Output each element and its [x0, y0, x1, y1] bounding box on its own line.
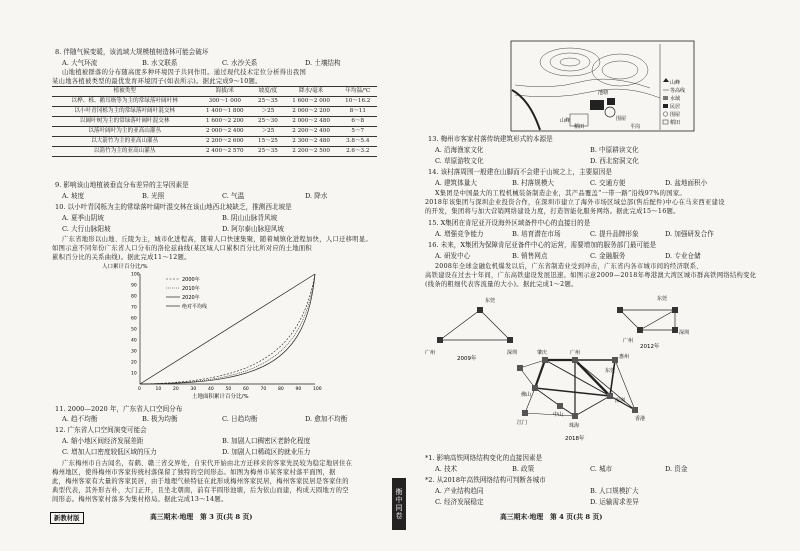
- table-row: 以桦、栎、鹅耳枥等为主的常绿落叶阔叶林 300～1 000 25～35 1 600～2 000 10～16.2: [52, 96, 377, 106]
- p2-stem: *2. 从2018年高铁网络结构可判断各城市: [425, 476, 546, 484]
- x-tick-label: 80: [278, 387, 284, 392]
- city-node: [672, 327, 678, 333]
- q16-opt-b[interactable]: B. 销售网点: [512, 252, 548, 260]
- p1-opt-c[interactable]: C. 城市: [590, 465, 613, 473]
- intro-x-1: X集团是中国最大的工程机械装备制造企业，其产品覆盖“一带一路”沿线97%的国家。: [435, 190, 687, 197]
- city-node: [532, 385, 538, 391]
- q12-stem: 12. 广东省人口空间演变可能会: [55, 426, 147, 434]
- x-tick-label: 20: [173, 387, 179, 392]
- label-shenzhen-2018: 深圳: [615, 398, 626, 404]
- map-label-pond: 池塘: [598, 90, 609, 96]
- q9-stem: 9. 影响该山地植被垂直分布差异的主导因素是: [55, 181, 189, 189]
- q14-opt-c[interactable]: C. 交通方便: [590, 179, 626, 187]
- y-tick-label: 100: [131, 272, 140, 278]
- q11-opt-d[interactable]: D. 愈加不均衡: [305, 415, 348, 423]
- equality-line: [140, 274, 315, 384]
- table-row: 以大箭竹为主的亚高山灌丛 2 200～2 600 15～25 2 300～2 480 3.8～5.4: [52, 136, 377, 146]
- table-header-row: [52, 87, 377, 97]
- y-tick-label: 50: [131, 327, 137, 333]
- p1-opt-a[interactable]: A. 技术: [435, 465, 458, 473]
- water-icon: [663, 96, 668, 100]
- label-huizhou-2018: 惠州: [619, 354, 630, 360]
- chart-ylabel: 人口累计百分比/%: [102, 264, 148, 270]
- chart-legend: [166, 276, 207, 310]
- label-hongkong-2018: 香港: [635, 416, 646, 422]
- y-tick-label: 60: [131, 316, 137, 322]
- x-tick-label: 70: [260, 387, 267, 392]
- q13-opt-a[interactable]: A. 沿海渔家文化: [435, 146, 484, 154]
- q16-stem: 16. 未来，X集团为保障肯尼亚备件中心的运营，需要增加的服务部门最可能是: [428, 241, 657, 249]
- q14-stem: 14. 该村落周围一般建在山脚而不会建于山坡之上，主要原因是: [428, 168, 613, 176]
- city-node: [437, 337, 443, 343]
- intro-rail-3: (线条的粗细代表客流量的大小)。据此完成1～2题。: [425, 281, 578, 288]
- q11-opt-b[interactable]: B. 极为均衡: [142, 415, 178, 423]
- y-tick-label: 10: [131, 371, 137, 377]
- q12-opt-d[interactable]: D. 加剧人口稀疏区的就业压力: [222, 448, 311, 456]
- legend-2000: 2000年: [182, 277, 200, 283]
- year-2009: 2009年: [457, 356, 477, 362]
- q10-opt-b[interactable]: B. 阴山山脉背风坡: [222, 214, 278, 222]
- q12-opt-c[interactable]: C. 增加人口密度较低区域的压力: [62, 448, 157, 456]
- q9-opt-c[interactable]: C. 气温: [222, 192, 245, 200]
- intro-pop-1: 广东省地形以山地、丘陵为主，城市化进程高，随着人口快速集聚，随着城镇化进程加快，人口迁移明显。: [62, 236, 373, 243]
- q13-stem: 13. 梅州市客家村落传统建筑形式的本源是: [428, 135, 553, 143]
- x-tick-label: 10: [155, 387, 162, 392]
- intro-pop-2: 如图示意不同年份广东省人口分布的洛伦兹曲线(某区域人口累积百分比所对应的土地面积: [52, 245, 313, 252]
- right-page-footer: 高三期末·地理 第 4 页(共 8 页): [500, 513, 603, 521]
- legend-contour: 等高线: [670, 88, 686, 94]
- q10-opt-c[interactable]: C. 大行山脉阳坡: [62, 225, 111, 233]
- q8-opt-c[interactable]: C. 水沙关系: [222, 59, 258, 67]
- q13-opt-b[interactable]: B. 中原耕读文化: [590, 146, 639, 154]
- y-tick-label: 30: [131, 349, 137, 355]
- intro-hakka-1: 广东梅州市自古闻名，有鹤、赣三省交界处，自宋代开始由北方迁移来的客家先民较为稳定地居住在: [62, 460, 353, 467]
- city-node: [632, 407, 638, 413]
- city-node: [542, 357, 548, 363]
- q10-opt-d[interactable]: D. 阿尔泰山脉迎风坡: [222, 225, 284, 233]
- p2-opt-d[interactable]: D. 运输需求差异: [590, 498, 639, 506]
- p1-stem: *1. 影响高铁网络结构变化的直接因素是: [425, 454, 543, 462]
- label-jiangmen-2018: 江门: [517, 420, 528, 426]
- network-2018: [517, 349, 645, 442]
- village-map: [510, 40, 695, 132]
- q8-stem: 8. 伴随气候变暖，该流域大规模植树造林可能会破坏: [55, 48, 209, 56]
- p2-opt-a[interactable]: A. 产业结构趋同: [435, 487, 484, 495]
- city-node: [607, 393, 613, 399]
- intro-hakka-5: 间形态。梅州客家村落多为集村格局。据此完成13～14题。: [52, 496, 228, 503]
- intro-veg-1: 山地植被群落的分布随高度多种环境因子共同作用。通过现代技术定位分析得出我国: [62, 69, 307, 76]
- q11-stem: 11. 2000—2020 年，广东省人口空间分布: [55, 405, 183, 413]
- label-zhaoqing-2018: 肇庆: [537, 350, 548, 356]
- intro-hakka-3: 此，梅州客家有大量的客家民居，由于地理气候特征在此形成梅州客家民居，梅州客家民居是客家住的: [52, 478, 349, 485]
- intro-rail-1: 2008年全球金融危机爆发以后，广东省制造业受到冲击，广东省内各市城市间的经济联系、: [435, 263, 703, 270]
- q10-opt-a[interactable]: A. 夏季山阴坡: [62, 214, 104, 222]
- legend-2020: 2020年: [182, 295, 200, 301]
- lorenz-chart: [100, 262, 335, 402]
- q14-opt-a[interactable]: A. 建筑体量大: [435, 179, 477, 187]
- city-node: [557, 403, 563, 409]
- q8-opt-b[interactable]: B. 水文联系: [142, 59, 178, 67]
- intro-x-3: 的开发，集团将与加大营销网络建设力度，打造智能化服务网络。据此完成15～16题。: [425, 208, 680, 215]
- city-node: [517, 365, 523, 371]
- p2-opt-c[interactable]: C. 经济发展稳定: [435, 498, 484, 506]
- th-rain: 降水/毫米: [284, 87, 339, 97]
- city-node: [617, 307, 623, 313]
- label-foshan-2018: 佛山: [521, 392, 532, 398]
- y-tick-label: 40: [131, 338, 137, 344]
- legend-2010: 2010年: [182, 286, 200, 292]
- label-dongguan-2012: 东莞: [657, 296, 668, 302]
- chart-xlabel: 土地面积累计百分比/%: [192, 394, 249, 400]
- q15-opt-c[interactable]: C. 提升品牌形象: [590, 230, 639, 238]
- legend-water: 水域: [670, 96, 681, 102]
- edition-badge: 新教材版: [50, 512, 84, 524]
- map-label-peak: 山峰: [560, 118, 571, 124]
- dwelling-block: [590, 100, 604, 110]
- q14-opt-b[interactable]: B. 村落规模大: [512, 179, 555, 187]
- x-tick-label: 60: [243, 387, 249, 392]
- q14-opt-d[interactable]: D. 盆地面积小: [665, 179, 708, 187]
- city-node: [522, 410, 528, 416]
- table-row: 以箭竹为主的亚高山灌丛 2 400～2 570 25～35 2 200～2 500 2.6～3.2: [52, 146, 377, 156]
- map-label-ricefield: 稻田: [574, 124, 585, 130]
- map-label-weiwu: 围屋: [616, 116, 627, 122]
- q8-opt-a[interactable]: A. 大气环流: [62, 59, 98, 67]
- brand-stamp: 衡中同卷: [392, 478, 406, 530]
- label-guangzhou-2012: 广州: [623, 338, 634, 344]
- th-slope: 坡度/度: [252, 87, 283, 97]
- x-tick-label: 40: [208, 387, 214, 392]
- dwelling-icon: [663, 104, 668, 108]
- legend-equality: 绝对平均线: [182, 304, 208, 310]
- legend-weiwu: 围屋: [670, 112, 681, 118]
- left-page-footer: 高三期末·地理 第 3 页(共 8 页): [150, 513, 253, 521]
- q15-opt-b[interactable]: B. 培育潜在市场: [512, 230, 561, 238]
- th-alt: 海拔/米: [197, 87, 252, 97]
- y-tick-label: 80: [131, 294, 137, 300]
- q8-opt-d[interactable]: D. 土壤结构: [305, 59, 341, 67]
- table-row: 以阔叶树为主的常绿落叶阔叶混交林 1 600～2 200 25～30 2 000～2 480 6～8: [52, 116, 377, 126]
- th-type: 植被类型: [52, 87, 197, 97]
- q9-opt-b[interactable]: B. 光照: [142, 192, 165, 200]
- label-dongguan: 东莞: [485, 298, 496, 304]
- q9-opt-a[interactable]: A. 坡度: [62, 192, 85, 200]
- table-row: 以小叶青冈栎为主的常绿落叶阔叶混交林 1 400～1 800 ＞25 2 000～2 200 8～11: [52, 106, 377, 116]
- label-guangzhou: 广州: [425, 350, 436, 356]
- network-2009: [425, 297, 517, 362]
- city-node: [612, 357, 618, 363]
- p1-opt-d[interactable]: D. 资金: [665, 465, 688, 473]
- network-2012: [617, 295, 689, 350]
- label-guangzhou-2018: 广州: [570, 350, 581, 356]
- q16-opt-d[interactable]: D. 专业仓储: [665, 252, 701, 260]
- x-tick-label: 50: [225, 387, 232, 392]
- th-temp: 年均温/℃: [339, 87, 377, 97]
- q16-opt-a[interactable]: A. 研发中心: [435, 252, 471, 260]
- x-tick-label: 0: [138, 387, 141, 392]
- intro-pop-3: 累积百分比的关系曲线)。据此完成11～12题。: [52, 254, 191, 261]
- year-2018: 2018年: [565, 436, 585, 442]
- rail-network-diagram: [425, 288, 745, 448]
- intro-hakka-2: 梅州地区，使得梅州市客家传统村落保留了独特的空间形态。如图为梅州市某客家村落平面图，据: [52, 469, 336, 476]
- intro-hakka-4: 典型代表，其外形古朴，大门正开，且坐北朝南，前有半圆形池塘，后为依山而建，构成天圆地方的空: [52, 487, 349, 494]
- q15-opt-d[interactable]: D. 加强研发合作: [665, 230, 714, 238]
- label-dongguan-2018: 东莞: [605, 368, 616, 374]
- legend-peak: 山峰: [670, 80, 681, 86]
- city-node: [637, 327, 643, 333]
- q9-opt-d[interactable]: D. 降水: [305, 192, 328, 200]
- x-tick-label: 30: [190, 387, 197, 392]
- city-node: [572, 413, 578, 419]
- intro-x-2: 2018年该集团与深圳企业投资合作，在深圳市建立了海外市场区域总部(售后配件)中心在马来西亚建设: [425, 199, 725, 206]
- label-shenzhen-2012: 深圳: [679, 330, 690, 336]
- city-node: [507, 337, 513, 343]
- label-zhuhai-2018: 珠海: [569, 423, 580, 429]
- legend-dwelling: 民居: [670, 104, 681, 110]
- y-tick-label: 90: [131, 283, 137, 289]
- map-label-pinggang: 平岗: [630, 124, 641, 130]
- intro-rail-2: 高铁建设在过去十年间，广东高铁建设发展迅速。如图示意2009—2018年粤港澳大湾区城市群高铁网络结构变化: [425, 272, 757, 279]
- q12-opt-a[interactable]: A. 缩小地区间经济发展差距: [62, 437, 144, 445]
- vegetation-table: [52, 86, 377, 157]
- dwelling-block: [607, 98, 615, 105]
- table-row: 以落叶阔叶为主的亚高山灌丛 2 000～2 400 ＞25 2 200～2 400 5～7: [52, 126, 377, 136]
- city-node: [477, 307, 483, 313]
- q15-stem: 15. X集团在肯尼亚开设海外区域备件中心的直接目的是: [428, 219, 591, 227]
- legend-ricefield: 稻田: [670, 120, 681, 126]
- q13-opt-d[interactable]: D. 西北窑洞文化: [590, 157, 639, 165]
- q11-opt-c[interactable]: C. 日趋均衡: [222, 415, 258, 423]
- x-tick-label: 90: [295, 387, 302, 392]
- city-node: [672, 307, 678, 313]
- q10-stem: 10. 以小叶青冈栎为主的常绿落叶阔叶混交林在该山地西北坡缺乏，推测西北坡是: [55, 203, 292, 211]
- p2-opt-b[interactable]: B. 人口规模扩大: [590, 487, 639, 495]
- x-tick-label: 100: [313, 387, 322, 392]
- label-zhongshan-2018: 中山: [553, 412, 564, 418]
- q16-opt-c[interactable]: C. 金融服务: [590, 252, 626, 260]
- y-tick-label: 70: [131, 305, 137, 311]
- q12-opt-b[interactable]: B. 加剧人口稠密区老龄化程度: [222, 437, 311, 445]
- p1-opt-b[interactable]: B. 政策: [512, 465, 535, 473]
- y-tick-label: 20: [131, 360, 137, 366]
- q15-opt-a[interactable]: A. 增强竞争能力: [435, 230, 484, 238]
- q11-opt-a[interactable]: A. 趋不均衡: [62, 415, 98, 423]
- q13-opt-c[interactable]: C. 草原游牧文化: [435, 157, 484, 165]
- year-2012: 2012年: [640, 344, 660, 350]
- intro-veg-2: 某山地各植被类型的最优发育环境因子(如表所示)。据此完成9～10题。: [52, 78, 262, 85]
- city-node: [572, 357, 578, 363]
- label-shenzhen: 深圳: [507, 350, 518, 356]
